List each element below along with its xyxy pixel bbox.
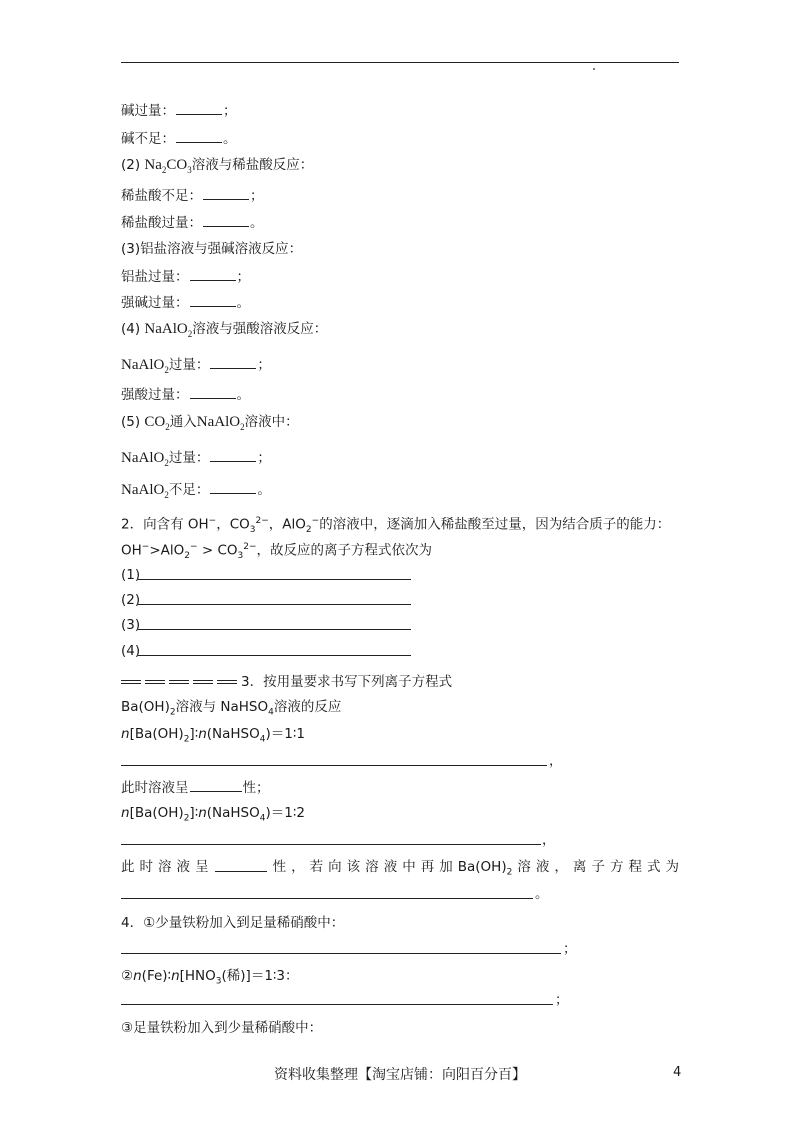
answer-blank[interactable] <box>215 858 267 872</box>
header-dot <box>593 68 595 70</box>
formula-co2: $CO_2$ <box>144 414 170 432</box>
decorative-dash <box>121 680 141 684</box>
line-strong-acid-excess: 强酸过量： 。 <box>121 387 250 403</box>
question-4-part-c: ③足量铁粉加入到少量稀硝酸中： <box>121 1020 323 1036</box>
answer-blank[interactable] <box>210 480 256 494</box>
answer-line-q4b[interactable] <box>121 1004 553 1005</box>
line-naalo2-excess-2: NaAlO$_2$过量： ； <box>121 450 271 468</box>
answer-blank[interactable] <box>203 213 249 227</box>
answer-item-1-label: (1) <box>121 567 141 583</box>
formula-naalo2: NaAlO$_2$ <box>121 450 169 468</box>
line-hcl-insufficient: 稀盐酸不足： ； <box>121 188 264 204</box>
line-alkali-excess: 碱过量： ； <box>121 103 237 119</box>
period: 。 <box>535 886 549 902</box>
line-hcl-excess: 稀盐酸过量： 。 <box>121 215 264 231</box>
answer-line-4[interactable] <box>138 655 411 656</box>
answer-line-2[interactable] <box>138 604 411 605</box>
line-solution-state-2: 此 时 溶 液 呈 性 ， 若 向 该 溶 液 中 再 加 $Ba(OH)_2$ 溶 液 ， 离 子 方 程 式 为 <box>121 858 679 882</box>
answer-line-ratio-2b[interactable] <box>121 898 533 899</box>
question-3-subtitle: $Ba(OH)_2$溶液与 NaHSO$_4$溶液的反应 <box>121 699 342 718</box>
answer-blank[interactable] <box>210 355 256 369</box>
question-2-line2: $OH^->AlO_2^- > CO_3^{2-}$，故反应的离子方程式依次为 <box>121 542 433 562</box>
answer-blank[interactable] <box>210 448 256 462</box>
answer-blank[interactable] <box>203 186 249 200</box>
heading-aluminum-salt: (3)铝盐溶液与强碱溶液反应： <box>121 241 303 257</box>
answer-blank[interactable] <box>190 778 242 792</box>
formula-naalo2: NaAlO$_2$ <box>144 321 193 339</box>
answer-line-ratio-2[interactable] <box>121 844 541 845</box>
answer-line-q4a[interactable] <box>121 953 561 954</box>
line-strong-base-excess: 强碱过量： 。 <box>121 295 250 311</box>
question-2-line1: 2．向含有 OH−，$CO_3^{2-}$，AlO$_2$−的溶液中，逐滴加入稀盐酸至过量，因为结合质子的能力： <box>121 516 671 536</box>
footer-text: 资料收集整理【淘宝店铺：向阳百分百】 <box>274 1067 526 1083</box>
answer-line-3[interactable] <box>138 629 411 630</box>
answer-item-3-label: (3) <box>121 617 141 633</box>
formula-naalo2: NaAlO$_2$ <box>121 357 169 375</box>
answer-blank[interactable] <box>176 129 222 143</box>
question-4-part-b: $②n(Fe)∶n[HNO_3$(稀)]＝1∶3： <box>121 968 299 987</box>
question-4-part-a: 4．①少量铁粉加入到足量稀硝酸中： <box>121 915 345 931</box>
decorative-dash <box>217 680 237 684</box>
answer-line-ratio-1[interactable] <box>121 765 547 766</box>
answer-blank[interactable] <box>190 293 236 307</box>
comma: ， <box>542 832 556 848</box>
heading-naalo2-acid: (4) NaAlO$_2$溶液与强酸溶液反应： <box>121 321 328 339</box>
page-number: 4 <box>673 1065 682 1080</box>
question-3-heading: 3．按用量要求书写下列离子方程式 <box>121 673 452 691</box>
ratio-1-to-2: $n[Ba(OH)_2]∶n(NaHSO_4)=1∶2$ <box>121 805 305 824</box>
heading-co2-naalo2: (5) $CO_2$通入NaAlO$_2$溶液中： <box>121 414 299 432</box>
line-naalo2-insufficient: NaAlO$_2$不足： 。 <box>121 482 271 500</box>
formula-ba-oh-2: $Ba(OH)_2$ <box>457 859 513 878</box>
ratio-1-to-1: $n[Ba(OH)_2]∶n(NaHSO_4)=1∶1$ <box>121 726 305 745</box>
comma: ， <box>549 753 563 769</box>
decorative-dash <box>169 680 189 684</box>
heading-na2co3: (2) $Na_2CO_3$溶液与稀盐酸反应： <box>121 157 314 175</box>
semicolon: ； <box>555 992 569 1008</box>
line-al-salt-excess: 铝盐过量： ； <box>121 269 250 285</box>
line-alkali-insufficient: 碱不足： 。 <box>121 131 237 147</box>
answer-blank[interactable] <box>176 101 222 115</box>
formula-na2co3: $Na_2CO_3$ <box>144 157 192 175</box>
decorative-dash <box>145 680 165 684</box>
answer-item-4-label: (4) <box>121 643 141 659</box>
semicolon: ； <box>563 941 577 957</box>
answer-item-2-label: (2) <box>121 592 141 608</box>
header-rule <box>121 62 679 63</box>
answer-blank[interactable] <box>190 267 236 281</box>
decorative-dash <box>193 680 213 684</box>
formula-naalo2: NaAlO$_2$ <box>196 414 245 432</box>
answer-line-1[interactable] <box>138 579 411 580</box>
line-solution-state-1: 此时溶液呈 性； <box>121 780 270 796</box>
formula-naalo2: NaAlO$_2$ <box>121 482 169 500</box>
answer-blank[interactable] <box>190 385 236 399</box>
line-naalo2-excess: NaAlO$_2$过量： ； <box>121 357 271 375</box>
